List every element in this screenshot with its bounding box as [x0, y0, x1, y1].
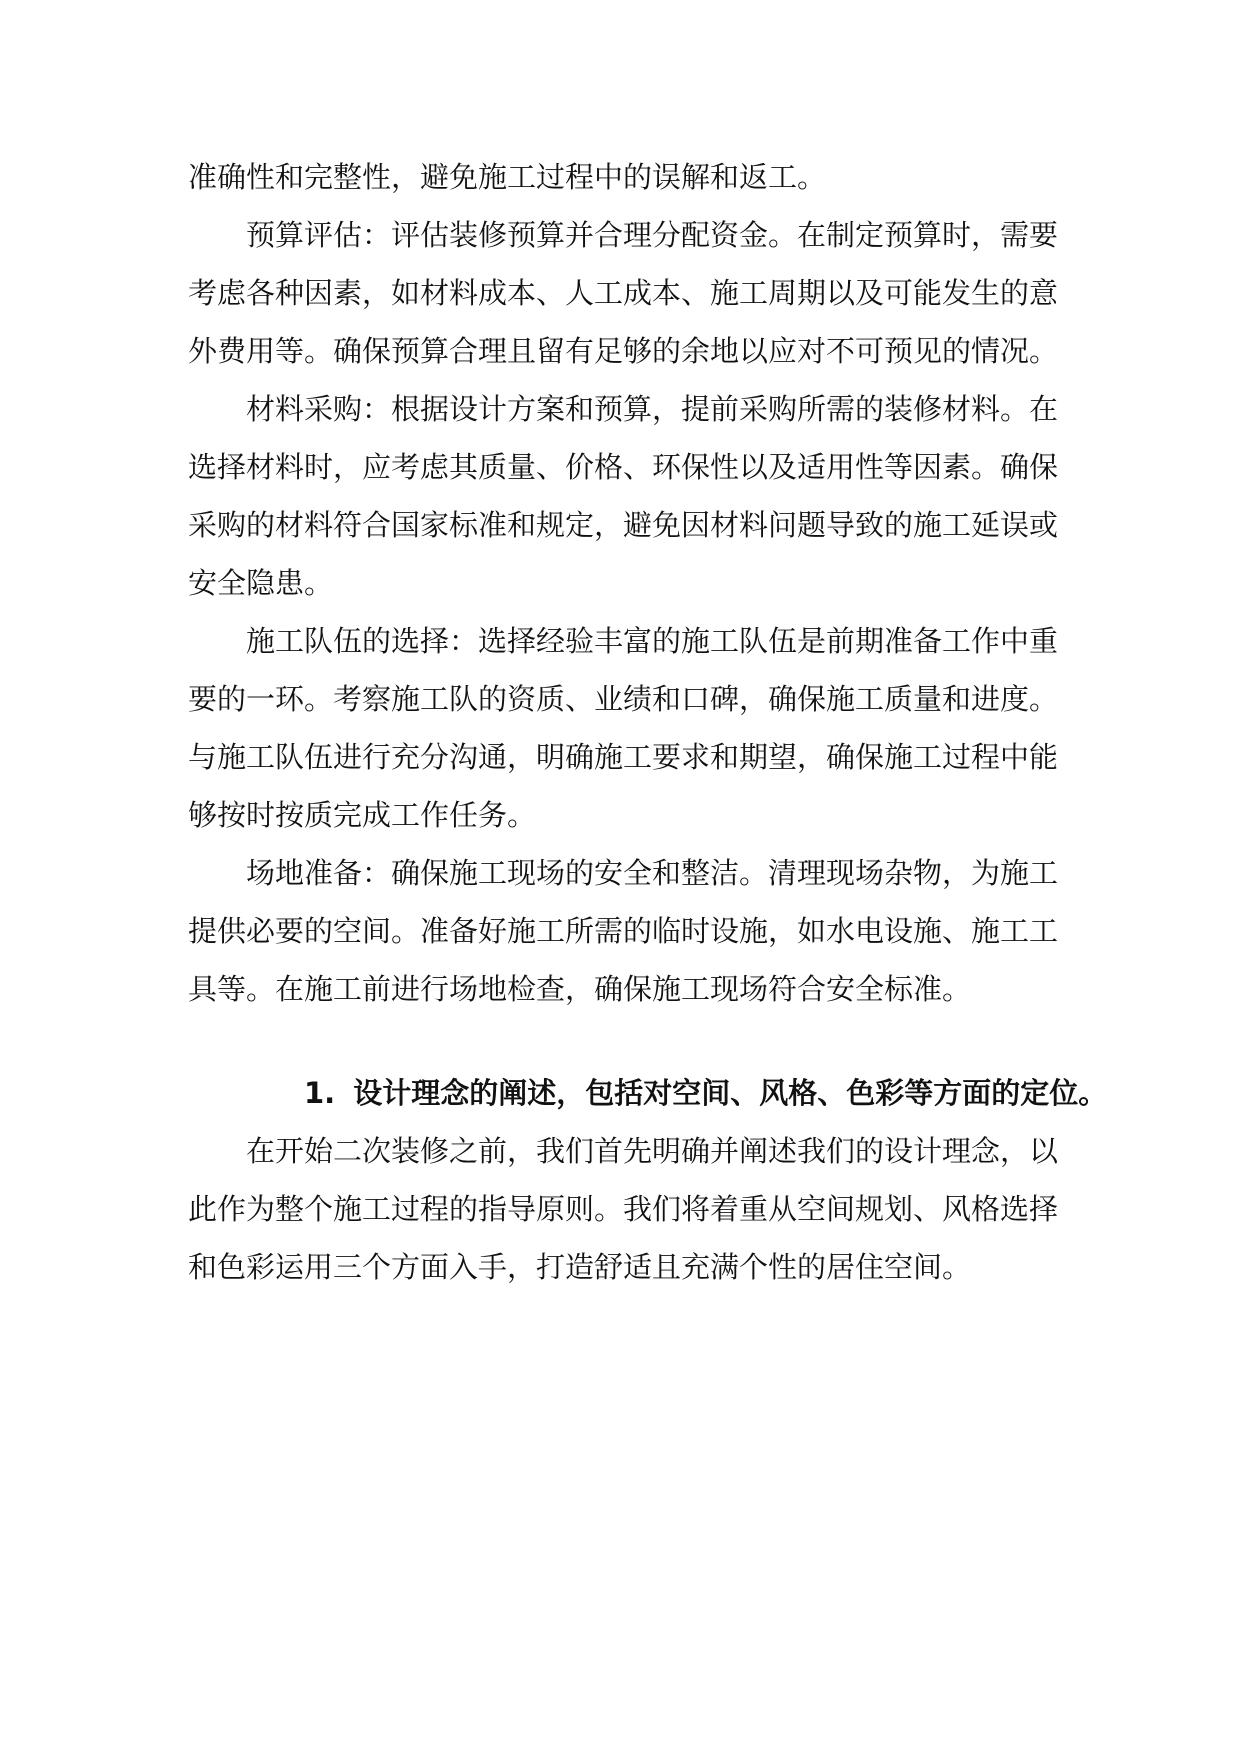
- paragraph-budget-evaluation: 预算评估：评估装修预算并合理分配资金。在制定预算时，需要考虑各种因素，如材料成本、人工成本、施工周期以及可能发生的意外费用等。确保预算合理且留有足够的余地以应对不可预见的情况。: [188, 218, 1059, 368]
- paragraph-site-preparation: 场地准备：确保施工现场的安全和整洁。清理现场杂物，为施工提供必要的空间。准备好施工所需的临时设施，如水电设施、施工工具等。在施工前进行场地检查，确保施工现场符合安全标准。: [188, 856, 1059, 1006]
- paragraph-design-concept: 在开始二次装修之前，我们首先明确并阐述我们的设计理念，以此作为整个施工过程的指导原则。我们将着重从空间规划、风格选择和色彩运用三个方面入手，打造舒适且充满个性的居住空间。: [188, 1134, 1059, 1284]
- paragraph-material-procurement: 材料采购：根据设计方案和预算，提前采购所需的装修材料。在选择材料时，应考虑其质量、价格、环保性以及适用性等因素。确保采购的材料符合国家标准和规定，避免因材料问题导致的施工延误或安全隐患。: [188, 392, 1059, 600]
- paragraph-team-selection: 施工队伍的选择：选择经验丰富的施工队伍是前期准备工作中重要的一环。考察施工队的资质、业绩和口碑，确保施工质量和进度。与施工队伍进行充分沟通，明确施工要求和期望，确保施工过程中能够按时按质完成工作任务。: [188, 624, 1059, 832]
- section-heading: [188, 1064, 1108, 1122]
- document-body: [188, 148, 1108, 1296]
- paragraph-continuation: 准确性和完整性，避免施工过程中的误解和返工。: [188, 160, 827, 194]
- section-title: 设计理念的阐述，包括对空间、风格、色彩等方面的定位。: [353, 1076, 1108, 1110]
- section-number: 1.: [304, 1076, 336, 1110]
